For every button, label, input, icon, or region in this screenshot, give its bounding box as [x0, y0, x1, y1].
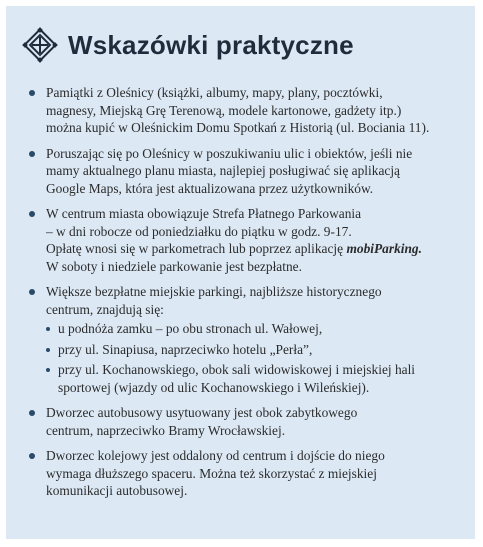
tip-line: magnesy, Miejską Grę Terenową, modele kartonowe, gadżety itp.) [46, 102, 402, 118]
parking-location-sinapiusa [46, 341, 458, 359]
tip-item-souvenirs [28, 84, 458, 137]
tip-line-text: Opłatę wnosi się w parkometrach lub poprzez aplikację [46, 241, 344, 256]
parking-locations-list [46, 320, 458, 396]
tip-item-train-station [28, 447, 458, 500]
tip-line: W centrum miasta obowiązuje Strefa Płatnego Parkowania [46, 206, 362, 221]
sub-bullet-icon [46, 348, 50, 352]
sub-item-line: u podnóża zamku – po obu stronach ul. Wałowej, [58, 321, 323, 336]
tip-line: centrum, znajdują się: [46, 301, 164, 317]
tip-item-navigation [28, 145, 458, 198]
sub-bullet-icon [46, 368, 50, 372]
practical-tips-panel [6, 6, 475, 539]
tip-line: Większe bezpłatne miejskie parkingi, najbliższe historycznego [46, 284, 382, 299]
tip-line: wymaga dłuższego spaceru. Można też skorzystać z miejskiej [46, 465, 377, 481]
tip-line [46, 240, 458, 258]
parking-app-name: mobiParking. [346, 241, 422, 256]
tip-line: Dworzec autobusowy usytuowany jest obok zabytkowego [46, 405, 358, 420]
sub-item-line: przy ul. Sinapiusa, naprzeciwko hotelu „Perła”, [58, 341, 313, 357]
parking-location-castle [46, 320, 458, 338]
sub-item-line: sportowej (wjazdy od ulic Kochanowskiego i Wileńskiej). [58, 379, 370, 395]
tip-line: komunikacji autobusowej. [46, 483, 188, 498]
tip-line: – w dni robocze od poniedziałku do piątku w godz. 9-17. [46, 223, 352, 239]
tips-list [28, 84, 458, 508]
tip-line: W soboty i niedziele parkowanie jest bezpłatne. [46, 258, 302, 274]
tip-item-bus-station [28, 404, 458, 439]
sub-item-line: przy ul. Kochanowskiego, obok sali widowiskowej i miejskiej hali [58, 362, 416, 377]
sub-bullet-icon [46, 327, 50, 331]
tip-line: Google Maps, która jest aktualizowana przez użytkowników. [46, 180, 374, 196]
bullet-icon [29, 90, 35, 96]
parking-location-kochanowskiego [46, 361, 458, 396]
tip-line: Poruszając się po Oleśnicy w poszukiwaniu ulic i obiektów, jeśli nie [46, 145, 413, 161]
bullet-icon [29, 151, 35, 157]
tip-line: centrum, naprzeciwko Bramy Wrocławskiej. [46, 422, 286, 438]
page-title: Wskazówki praktyczne [68, 29, 354, 60]
tip-line: Dworzec kolejowy jest oddalony od centrum i dojście do niego [46, 448, 385, 463]
header [20, 20, 354, 70]
bullet-icon [29, 453, 35, 459]
decorative-diamond-knot-icon [20, 25, 60, 65]
bullet-icon [29, 289, 35, 295]
tip-item-free-parking [28, 283, 458, 396]
tip-line: mamy aktualnego planu miasta, najlepiej posługiwać się aplikacją [46, 163, 400, 178]
tip-line: można kupić w Oleśnickim Domu Spotkań z Historią (ul. Bociania 11). [46, 120, 430, 135]
bullet-icon [29, 410, 35, 416]
tip-item-paid-parking [28, 205, 458, 275]
tip-line: Pamiątki z Oleśnicy (książki, albumy, mapy, plany, pocztówki, [46, 85, 383, 100]
bullet-icon [29, 211, 35, 217]
